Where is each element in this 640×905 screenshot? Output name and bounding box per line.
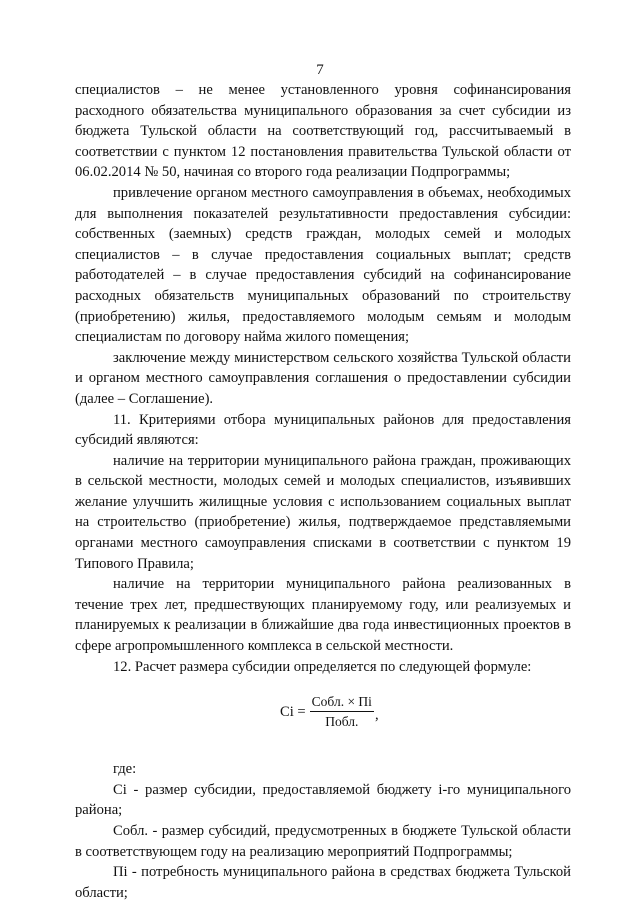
page-number: 7 xyxy=(316,62,324,78)
paragraph-section-12-heading: 12. Расчет размера субсидии определяется по следующей формуле: xyxy=(113,658,532,675)
formula-left-side: Ci = xyxy=(280,704,306,721)
definition-sobl: Собл. - размер субсидий, предусмотренных в бюджете Тульской области в соответствующем году на реализацию мероприятий Подпрограммы; xyxy=(75,823,571,860)
paragraph-criterion-investment-projects: наличие на территории муниципального района реализованных в течение трех лет, предшествующих планируемому году, или реализуемых и планируемых к реализации в ближайшие два года инвестиционных проектов в сфере агропромышленного комплекса в сельской местности. xyxy=(75,576,571,655)
paragraph-attraction-of-funds: привлечение органом местного самоуправления в объемах, необходимых для выполнения показателей результативности предоставления субсидии: собственных (заемных) средств граждан, молодых семей и молодых специалистов – в случае предоставления социальных выплат; средств работодателей – в случае предоставления субсидий на софинансирование расходных обязательств муниципальных образований по строительству (приобретению) жилья, предоставляемого молодым семьям и молодым специалистам по договору найма жилого помещения; xyxy=(75,184,571,346)
paragraph-specialists-cofinancing: специалистов – не менее установленного уровня софинансирования расходного обязательства муниципального образования за счет субсидии из бюджета Тульской области на соответствующий год, рассчитываемый в соответствии с пунктом 12 постановления правительства Тульской области от 06.02.2014 № 50, начиная со второго года реализации Подпрограммы; xyxy=(75,82,571,181)
paragraph-section-11-heading: 11. Критериями отбора муниципальных районов для предоставления субсидий являются: xyxy=(75,411,571,449)
subsidy-formula xyxy=(75,687,571,745)
formula-trailing-comma: , xyxy=(374,707,379,724)
where-label: где: xyxy=(113,761,137,778)
formula-numerator: Собл. × Пi xyxy=(310,693,374,712)
formula-denominator: Побл. xyxy=(325,714,359,730)
definition-ci: Ci - размер субсидии, предоставляемой бюджету i-го муниципального района; xyxy=(75,781,571,819)
paragraph-agreement: заключение между министерством сельского хозяйства Тульской области и органом местного самоуправления соглашения о предоставлении субсидии (далее – Соглашение). xyxy=(75,349,571,407)
formula-fraction xyxy=(310,693,374,731)
paragraph-criterion-citizens: наличие на территории муниципального района граждан, проживающих в сельской местности, молодых семей и молодых специалистов, изъявивших желание улучшить жилищные условия с использованием социальных выплат на строительство (приобретение) жилья, подтверждаемое представляемыми органами местного самоуправления списками в соответствии с пунктом 19 Типового Правила; xyxy=(75,452,571,572)
document-body xyxy=(75,80,571,903)
definition-pi: Пi - потребность муниципального района в средствах бюджета Тульской области; xyxy=(75,864,571,901)
